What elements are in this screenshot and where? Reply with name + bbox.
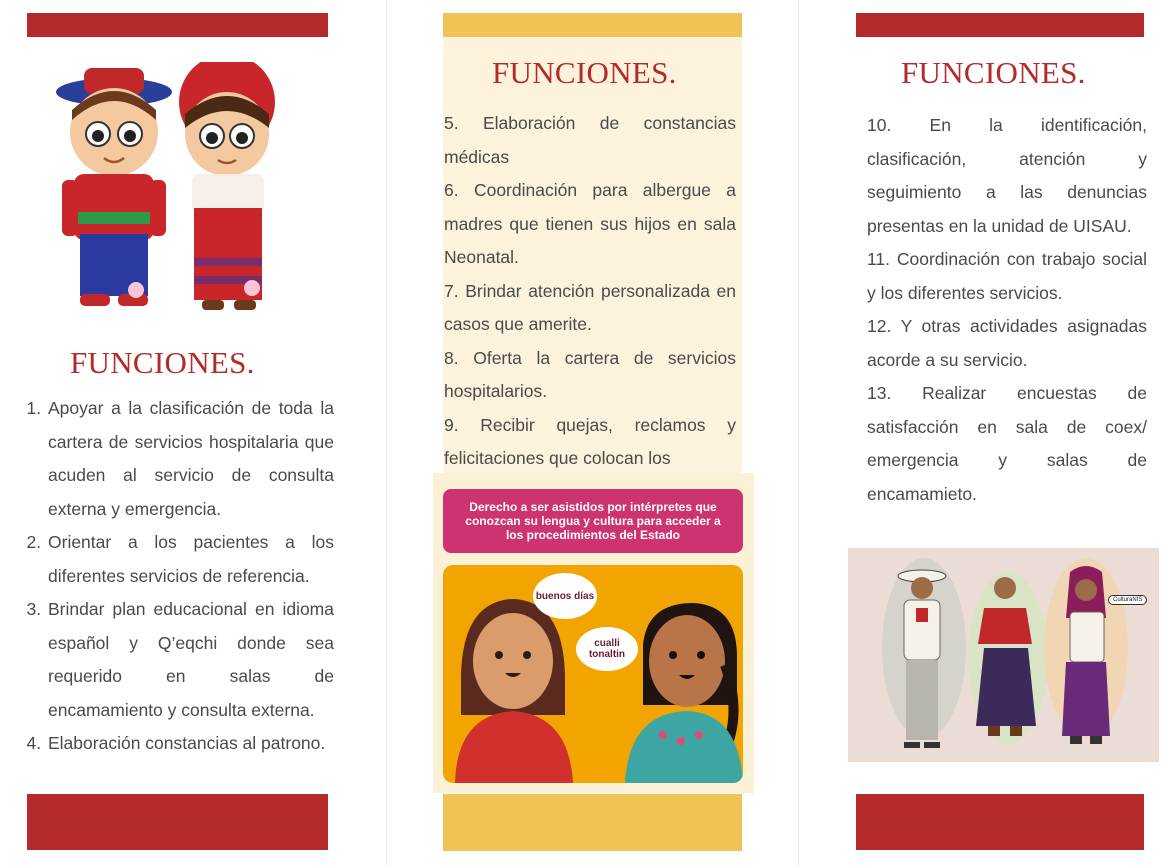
right-functions-text [867, 109, 1147, 511]
list-item: 10. En la identificación, clasificación, atención y seguimiento a las denuncias presentas en la unidad de UISAU. [867, 115, 1147, 236]
three-people-traditional-dress-image [848, 548, 1159, 762]
list-item: 3. Brindar plan educacional en idioma español y Q’eqchi donde sea requerido en salas de encamamiento y consulta externa. [46, 593, 334, 727]
middle-top-band [443, 13, 742, 37]
culture-logo-tag: CulturaNIS [1108, 595, 1147, 605]
middle-section-title: FUNCIONES. [492, 55, 677, 90]
list-item: 6. Coordinación para albergue a madres que tienen sus hijos en sala Neonatal. [444, 180, 736, 267]
speech-bubble-cualli-tonaltin: cualli tonaltin [576, 627, 638, 671]
right-top-band [856, 13, 1144, 37]
speech-bubble-buenos-dias: buenos días [533, 573, 597, 619]
list-item: 8. Oferta la cartera de servicios hospitalarios. [444, 347, 736, 401]
right-section-title: FUNCIONES. [901, 55, 1086, 90]
right-bottom-band [856, 794, 1144, 850]
children-traditional-dress-image [52, 62, 282, 328]
poster-banner: Derecho a ser asistidos por intérpretes que conozcan su lengua y cultura para acceder a los procedimientos del Estado [443, 489, 743, 553]
children-illustration [52, 62, 282, 328]
list-item: 2. Orientar a los pacientes a los diferentes servicios de referencia. [46, 526, 334, 593]
middle-functions-text [444, 107, 736, 473]
left-bottom-band [27, 794, 328, 850]
middle-bottom-band [443, 794, 742, 851]
list-item: 11. Coordinación con trabajo social y los diferentes servicios. [867, 249, 1147, 303]
list-item: 1. Apoyar a la clasificación de toda la cartera de servicios hospitalaria que acuden al servicio de consulta externa y emergencia. [46, 392, 334, 526]
list-item: 9. Recibir quejas, reclamos y felicitaciones que colocan los [444, 414, 736, 468]
list-item: 13. Realizar encuestas de satisfacción en sala de coex/ emergencia y salas de encamamieto. [867, 383, 1147, 504]
list-item: 5. Elaboración de constancias médicas [444, 113, 736, 167]
list-item: 12. Y otras actividades asignadas acorde a su servicio. [867, 316, 1147, 370]
list-item: 7. Brindar atención personalizada en casos que amerite. [444, 280, 736, 334]
left-top-band [27, 13, 328, 37]
indigenous-people-illustration [848, 548, 1159, 762]
left-section-title: FUNCIONES. [70, 345, 255, 380]
panel-divider-2 [798, 0, 799, 866]
panel-divider-1 [386, 0, 387, 866]
left-functions-list [19, 392, 334, 761]
list-item: 4. Elaboración constancias al patrono. [46, 727, 334, 761]
